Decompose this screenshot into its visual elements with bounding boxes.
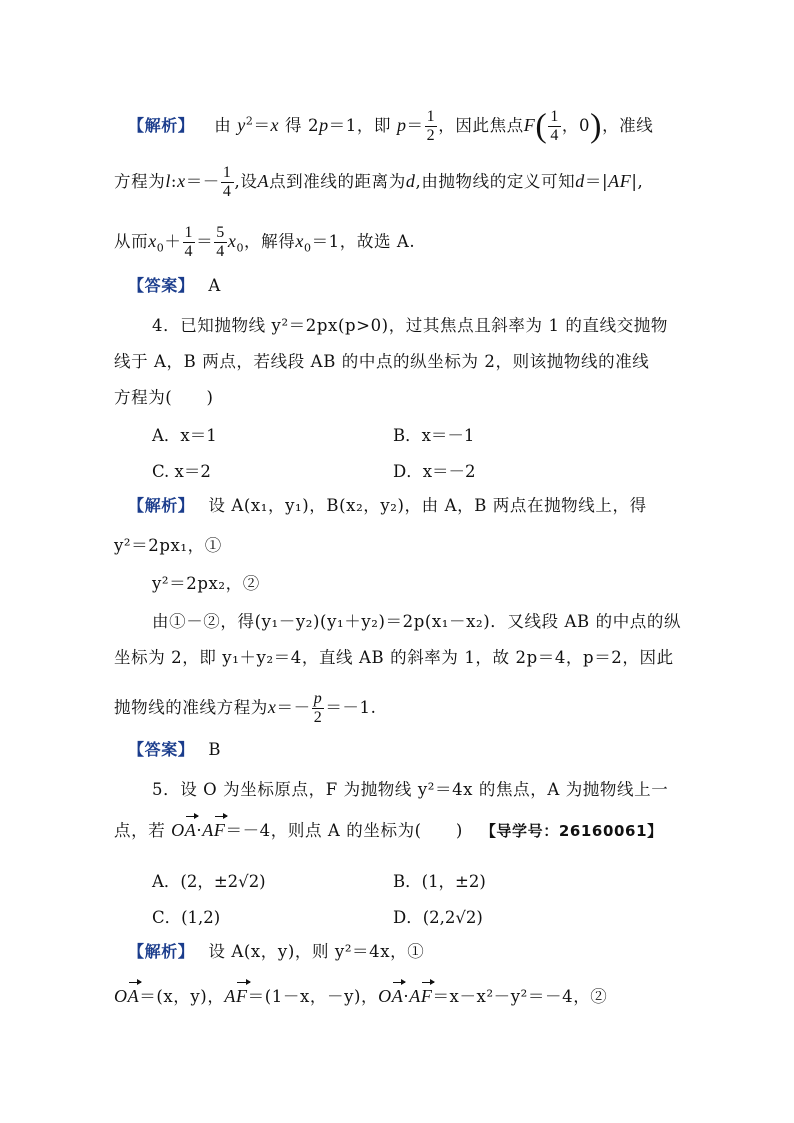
- q4-solution-line-4: [152, 610, 722, 634]
- prev-solution-line-3: 从而$x_0+$ $\frac{1}{4}$ ＝ $\frac{5}{4}$ $x_0$，解得$x_0=1$，故选 A.: [114, 224, 416, 260]
- text: 点到准线的距离为: [269, 172, 406, 191]
- q4-option-c: C. x＝2: [152, 462, 211, 481]
- reference-number: 【导学号：26160061】: [480, 822, 663, 840]
- q4-stem-line-2: [114, 350, 684, 374]
- q5-option-b: B．(1，±2): [393, 872, 486, 891]
- text: 方程为: [114, 172, 166, 191]
- answer-tag: 【答案】: [128, 740, 195, 759]
- q4-solution-text: y²＝2px₁，①: [114, 536, 222, 555]
- q5-solution-line-2: OA＝(x，y)，AF＝(1－x，－y)，OA·AF＝x－x²－y²＝－4，②: [114, 986, 608, 1006]
- text: 由: [214, 116, 232, 135]
- answer-value: B: [208, 740, 222, 759]
- q4-stem-text: 4．已知抛物线 y²＝2px(p>0)，过其焦点且斜率为 1 的直线交抛物: [152, 316, 668, 335]
- q5-stem-line-2: 点，若 OA·AF＝－4，则点 A 的坐标为( ) 【导学号：26160061】: [114, 820, 663, 840]
- q4-solution-text: 坐标为 2，即 y₁＋y₂＝4，直线 AB 的斜率为 1，故 2p＝4，p＝2，因此: [114, 648, 674, 667]
- q5-stem-text: 点，若: [114, 821, 166, 840]
- text: ,设: [234, 172, 258, 191]
- q5-stem-line-1: [152, 778, 722, 802]
- q5-solution-text: ＝(x，y)，: [139, 987, 225, 1006]
- q4-solution-line-2: [114, 534, 684, 558]
- prev-solution-line-1: 【解析】 由 $y^2=x$ 得 2p＝1，即 p＝ $\frac{1}{2}$ ，因此焦点F( $\frac{1}{4}$ ，0)，准线: [128, 107, 654, 145]
- q5-solution-line-1: [114, 940, 684, 964]
- text: ，故选 A.: [339, 232, 416, 251]
- q4-option-a: A．x＝1: [152, 426, 217, 445]
- q5-option-a: A．(2，±2√2): [152, 872, 266, 891]
- text: ，解得: [244, 232, 296, 251]
- q5-option-d: D．(2,2√2): [393, 908, 483, 927]
- text: 得: [285, 116, 303, 135]
- analysis-tag: 【解析】: [128, 116, 195, 135]
- vector-af: F: [213, 820, 226, 840]
- text: 从而: [114, 232, 149, 251]
- text: ，因此焦点: [438, 116, 524, 135]
- answer-value: A: [208, 276, 221, 295]
- q4-solution-line-6: 抛物线的准线方程为x＝－ $\frac{p}{2}$ ＝－1.: [114, 690, 377, 726]
- analysis-tag: 【解析】: [128, 942, 195, 961]
- q5-stem-text: 5．设 O 为坐标原点，F 为抛物线 y²＝4x 的焦点，A 为抛物线上一: [152, 780, 669, 799]
- q5-solution-text: 设 A(x，y)，则 y²＝4x，①: [208, 942, 425, 961]
- prev-solution-line-2: 方程为l:x＝－ $\frac{1}{4}$ ,设A点到准线的距离为d,由抛物线的定义可知d＝|AF|,: [114, 164, 644, 200]
- q5-stem-text: ＝－4，则点 A 的坐标为( ): [225, 821, 463, 840]
- text: ,由抛物线的定义可知: [415, 172, 576, 191]
- q4-option-d: D．x＝－2: [393, 462, 476, 481]
- q4-solution-line-1: [114, 494, 684, 518]
- q4-stem-line-1: [152, 314, 722, 338]
- q5-option-c: C．(1,2): [152, 908, 221, 927]
- q4-solution-text: ＝－1.: [325, 698, 377, 717]
- q4-stem-line-3: [114, 386, 684, 410]
- answer-line-prev: [114, 274, 684, 298]
- q4-solution-line-5: [114, 646, 684, 670]
- q5-solution-text: ＝x－x²－y²＝－4，②: [432, 987, 608, 1006]
- vector-oa: A: [184, 820, 197, 840]
- q4-solution-text: y²＝2px₂，②: [152, 574, 260, 593]
- fraction: $\frac{1}{4}$: [222, 164, 232, 200]
- q4-stem-text: 方程为( ): [114, 388, 214, 407]
- text: ，准线: [602, 116, 654, 135]
- q4-stem-text: 线于 A，B 两点，若线段 AB 的中点的纵坐标为 2，则该抛物线的准线: [114, 352, 650, 371]
- q5-solution-text: ＝(1－x，－y)，: [247, 987, 379, 1006]
- q4-solution-text: 由①－②，得(y₁－y₂)(y₁＋y₂)＝2p(x₁－x₂)．又线段 AB 的中点的纵: [152, 612, 682, 631]
- fraction: $\frac{1}{2}$: [426, 108, 436, 144]
- q4-solution-text: 抛物线的准线方程为: [114, 698, 268, 717]
- analysis-tag: 【解析】: [128, 496, 195, 515]
- text: ，即: [356, 116, 392, 135]
- q4-solution-line-3: [152, 572, 722, 596]
- q4-solution-text: 设 A(x₁，y₁)，B(x₂，y₂)，由 A，B 两点在抛物线上，得: [208, 496, 647, 515]
- q4-option-b: B．x＝－1: [393, 426, 475, 445]
- answer-line-q4: [114, 738, 684, 762]
- answer-tag: 【答案】: [128, 276, 195, 295]
